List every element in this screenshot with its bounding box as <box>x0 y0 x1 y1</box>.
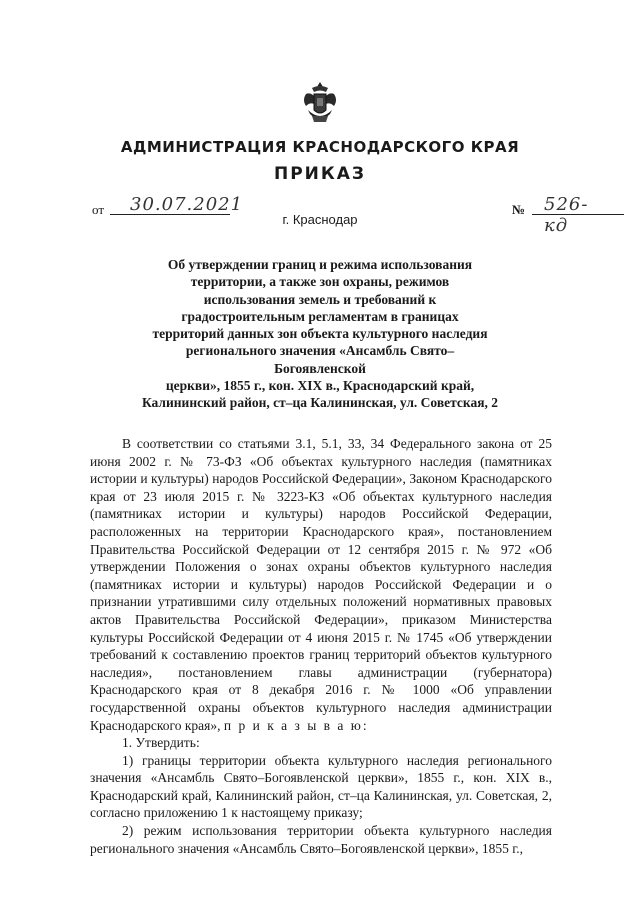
item-1-1: 1) границы территории объекта культурного наследия регионального значения «Ансамбль Свято–Богоявленской церкви», 1855 г., кон. XIX в., Краснодарский край, Калининский район, ст–ца Калининская, ул. Советская, 2, согласно приложению 1 к настоящему приказу; <box>90 752 552 821</box>
item-1-2: 2) режим использования территории объекта культурного наследия регионального значения «Ансамбль Свято–Богоявленской церкви», 1855 г., <box>90 823 552 856</box>
order-verb: п р и к а з ы в а ю: <box>223 717 369 733</box>
title-line: регионального значения «Ансамбль Свято–Богоявленской <box>185 343 455 376</box>
item-1: 1. Утвердить: <box>122 735 200 751</box>
coat-of-arms-emblem <box>298 78 342 126</box>
title-line: градостроительным регламентам в границах <box>181 308 459 324</box>
preamble-paragraph <box>90 435 552 734</box>
document-type: ПРИКАЗ <box>273 164 367 184</box>
handwritten-date: 30.07.2021 <box>130 194 244 215</box>
city-name: г. Краснодар <box>282 212 358 227</box>
title-line: территорий данных зон объекта культурного наследия <box>152 326 488 342</box>
title-line: использования земель и требований к <box>203 291 437 307</box>
title-line: территории, а также зон охраны, режимов <box>190 274 450 290</box>
handwritten-number: 526-кд <box>544 194 589 236</box>
title-line: Калининский район, ст–ца Калининская, ул. Советская, 2 <box>141 395 499 411</box>
number-prefix-label: № <box>512 202 526 217</box>
preamble-text: В соответствии со статьями 3.1, 5.1, 33, 34 Федерального закона от 25 июня 2002 г. № 73-ФЗ «Об объектах культурного наследия (памятниках истории и культуры) народов Российской Федерации», Законом Краснодарского края от 23 июля 2015 г. № 3223-КЗ «Об объектах культурного наследия (памятниках истории и культуры) народов Российской Федерации, расположенных на территории Краснодарского края», постановлением Правительства Российской Федерации от 12 сентября 2015 г. № 972 «Об утверждении Положения о зонах охраны объектов культурного наследия (памятниках истории и культуры) народов Российской Федерации и о признании утратившими силу отдельных положений нормативных правовых актов Правительства Российской Федерации», приказом Министерства культуры Российской Федерации от 4 июня 2015 г. № 1745 «Об утверждении требований к составлению проектов границ территорий объектов культурного наследия», постановлением главы администрации (губернатора) Краснодарского края от 8 декабря 2016 г. № 1000 «Об управлении государственной охраны объектов культурного наследия администрации Краснодарского края», <box>90 436 552 733</box>
order-body <box>90 435 552 857</box>
title-line: церкви», 1855 г., кон. XIX в., Краснодарский край, <box>165 378 475 394</box>
organization-name: АДМИНИСТРАЦИЯ КРАСНОДАРСКОГО КРАЯ <box>120 138 520 156</box>
order-title <box>140 256 500 412</box>
date-prefix-label: от <box>92 202 105 217</box>
title-line: Об утверждении границ и режима использования <box>167 257 473 272</box>
